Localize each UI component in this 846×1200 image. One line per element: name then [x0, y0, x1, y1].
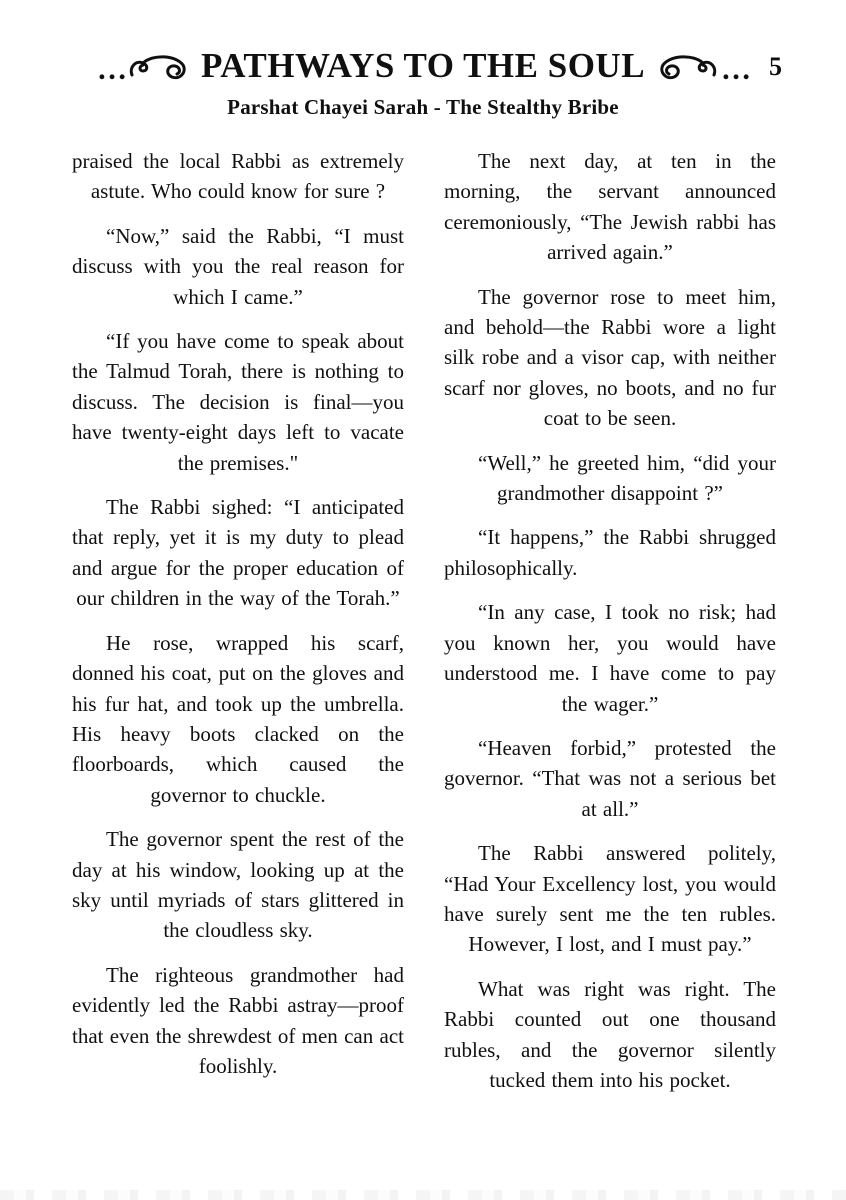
paragraph: He rose, wrapped his scarf, donned his coat, put on the gloves and his fur hat, and took up the umbrella. His heavy boots clacked on the floorboards, which caused the governor to chuckle. — [72, 630, 404, 807]
paragraph: praised the local Rabbi as extremely astute. Who could know for sure ? — [72, 149, 404, 204]
scan-noise-strip — [0, 1190, 846, 1200]
page-number: 5 — [769, 52, 782, 82]
book-title: PATHWAYS TO THE SOUL — [200, 46, 646, 85]
paragraph: The Rabbi answered politely, “Had Your Excellency lost, you would have surely sent me the ten rubles. However, I lost, and I must pay.” — [444, 841, 776, 957]
paragraph: The Rabbi sighed: “I anticipated that reply, yet it is my duty to plead and argue for the proper education of our children in the way of the Torah.” — [72, 495, 404, 611]
title-row — [0, 44, 846, 88]
flourish-icon — [653, 54, 717, 84]
paragraph: “In any case, I took no risk; had you known her, you would have understood me. I have come to pay the wager.” — [444, 600, 776, 716]
paragraph: “Now,” said the Rabbi, “I must discuss with you the real reason for which I came.” — [72, 223, 404, 309]
paragraph: The governor rose to meet him, and behold—the Rabbi wore a light silk robe and a visor cap, with neither scarf nor gloves, no boots, and no fur coat to be seen. — [444, 284, 776, 431]
paragraph: “It happens,” the Rabbi shrugged philosophically. — [444, 525, 776, 580]
paragraph: “Well,” he greeted him, “did your grandmother disappoint ?” — [478, 450, 776, 506]
paragraph: The next day, at ten in the morning, the servant announced ceremoniously, “The Jewish rabbi has arrived again.” — [444, 149, 776, 265]
left-column — [72, 146, 404, 1109]
paragraph: The righteous grandmother had evidently led the Rabbi astray—proof that even the shrewdest of men can act foolishly. — [72, 962, 404, 1078]
ornament-dots-left: … — [96, 53, 125, 86]
paragraph: “If you have come to speak about the Talmud Torah, there is nothing to discuss. The decision is final—you have twenty-eight days left to vacate the premises." — [72, 329, 404, 475]
right-column — [444, 146, 776, 1109]
flourish-icon — [129, 54, 193, 84]
two-column-text — [0, 120, 846, 1109]
page-header — [0, 0, 846, 120]
paragraph: “Heaven forbid,” protested the governor. “That was not a serious bet at all.” — [444, 735, 776, 821]
chapter-subtitle: Parshat Chayei Sarah - The Stealthy Bribe — [227, 95, 619, 119]
paragraph: The governor spent the rest of the day at his window, looking up at the sky until myriads of stars glittered in the cloudless sky. — [72, 827, 404, 943]
paragraph: What was right was right. The Rabbi counted out one thousand rubles, and the governor silently tucked them into his pocket. — [444, 976, 776, 1092]
ornament-dots-right: … — [721, 53, 750, 86]
